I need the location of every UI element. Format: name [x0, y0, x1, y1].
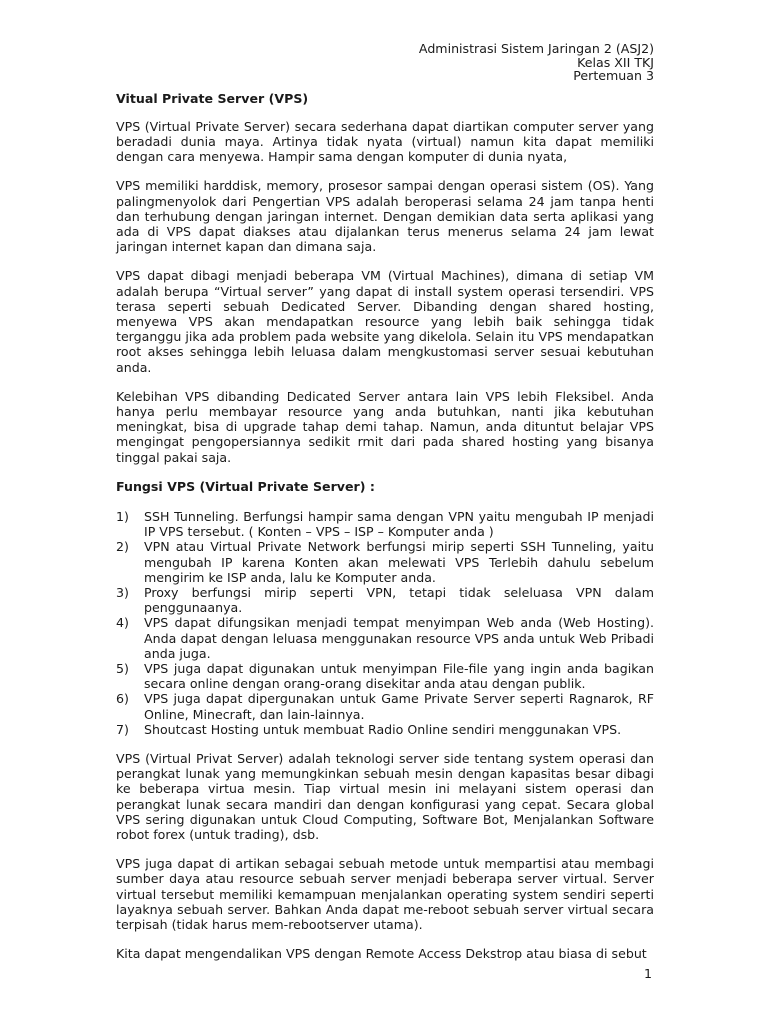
document-page — [116, 42, 654, 961]
list-item-text: Shoutcast Hosting untuk membuat Radio Online sendiri menggunakan VPS. — [144, 721, 622, 737]
header-class: Kelas XII TKJ — [577, 54, 654, 70]
functions-list — [116, 509, 654, 737]
list-item — [116, 722, 654, 737]
list-item-number: 1) — [116, 508, 129, 524]
list-item-number: 5) — [116, 661, 129, 676]
functions-heading: Fungsi VPS (Virtual Private Server) : — [116, 478, 375, 494]
list-item-text: VPS juga dapat dipergunakan untuk Game Private Server seperti Ragnarok, RF Online, Minecraft, dan lain-lainnya. — [144, 691, 654, 722]
list-item-text: VPS dapat difungsikan menjadi tempat menyimpan Web anda (Web Hosting). Anda dapat dengan leluasa menggunakan resource VPS anda untuk Web Pribadi anda juga. — [144, 615, 654, 661]
list-item-number: 2) — [116, 539, 129, 555]
list-item-text: SSH Tunneling. Berfungsi hampir sama dengan VPN yaitu mengubah IP menjadi IP VPS tersebut. ( Konten – VPS – ISP – Komputer anda ) — [144, 508, 654, 540]
list-item-number: 7) — [116, 721, 129, 737]
list-item-text: Proxy berfungsi mirip seperti VPN, tetapi tidak seleluasa VPN dalam penggunaanya. — [144, 584, 654, 616]
list-item — [116, 509, 654, 539]
list-item-number: 6) — [116, 691, 129, 707]
paragraph-features: VPS memiliki harddisk, memory, prosesor sampai dengan operasi sistem (OS). Yang palingmenyolok dari Pengertian VPS adalah beroperasi selama 24 jam tanpa henti dan terhubung dengan jaringan internet. Dengan demikian data serta aplikasi yang ada di VPS dapat diakses atau dijalankan terus menerus selama 24 jam lewat jaringan internet kapan dan dimana saja. — [116, 178, 654, 255]
list-item — [116, 539, 654, 585]
paragraph-definition: VPS (Virtual Private Server) secara sederhana dapat diartikan computer server yang beradadi dunia maya. Artinya tidak nyata (virtual) namun kita dapat memiliki dengan cara menyewa. Hampir sama dengan komputer di dunia nyata, — [116, 118, 654, 165]
document-title: Vitual Private Server (VPS) — [116, 90, 309, 106]
header-course: Administrasi Sistem Jaringan 2 (ASJ2) — [418, 41, 654, 56]
header-meeting: Pertemuan 3 — [573, 68, 654, 83]
paragraph-partition: VPS juga dapat di artikan sebagai sebuah metode untuk mempartisi atau membagi sumber daya atau resource sebuah server menjadi beberapa server virtual. Server virtual tersebut memiliki kemampuan menjalankan operating system sendiri seperti layaknya sebuah server. Bahkan Anda dapat me-reboot sebuah server virtual secara terpisah (tidak harus mem-rebootserver utama). — [116, 856, 654, 933]
list-item — [116, 691, 654, 721]
list-item-number: 3) — [116, 584, 129, 600]
document-header — [116, 42, 654, 83]
list-item — [116, 585, 654, 615]
list-item — [116, 661, 654, 691]
list-item — [116, 615, 654, 661]
paragraph-remote-access: Kita dapat mengendalikan VPS dengan Remote Access Dekstrop atau biasa di sebut — [116, 946, 647, 962]
list-item-text: VPN atau Virtual Private Network berfungsi mirip seperti SSH Tunneling, yaitu mengubah IP karena Konten akan melewati VPS Terlebih dahulu sebelum mengirim ke ISP anda, lalu ke Komputer anda. — [144, 539, 654, 585]
paragraph-technology: VPS (Virtual Privat Server) adalah teknologi server side tentang system operasi dan perangkat lunak yang memungkinkan sebuah mesin dengan kapasitas besar dibagi ke beberapa virtua mesin. Tiap virtual mesin ini melayani sistem operasi dan perangkat lunak secara mandiri dan dengan konfigurasi yang cepat. Secara global VPS sering digunakan untuk Cloud Computing, Software Bot, Menjalankan Software robot forex (untuk trading), dsb. — [116, 751, 654, 843]
list-item-number: 4) — [116, 615, 129, 631]
paragraph-advantages: Kelebihan VPS dibanding Dedicated Server antara lain VPS lebih Fleksibel. Anda hanya perlu membayar resource yang anda butuhkan, nanti jika kebutuhan meningkat, bisa di upgrade tahap demi tahap. Namun, anda dituntut belajar VPS mengingat pengopersiannya sedikit rmit dari pada shared hosting yang bisanya tinggal pakai saja. — [116, 388, 654, 465]
list-item-text: VPS juga dapat digunakan untuk menyimpan File-file yang ingin anda bagikan secara online dengan orang-orang disekitar anda atau dengan publik. — [144, 661, 654, 692]
paragraph-vm: VPS dapat dibagi menjadi beberapa VM (Virtual Machines), dimana di setiap VM adalah berupa “Virtual server” yang dapat di install system operasi tersendiri. VPS terasa seperti sebuah Dedicated Server. Dibanding dengan shared hosting, menyewa VPS akan mendapatkan resource yang lebih baik sehingga tidak terganggu jika ada problem pada website yang dikelola. Selain itu VPS mendapatkan root akses sehingga lebih leluasa dalam mengkustomasi server sesuai kebutuhan anda. — [116, 268, 654, 375]
page-number: 1 — [643, 966, 652, 981]
